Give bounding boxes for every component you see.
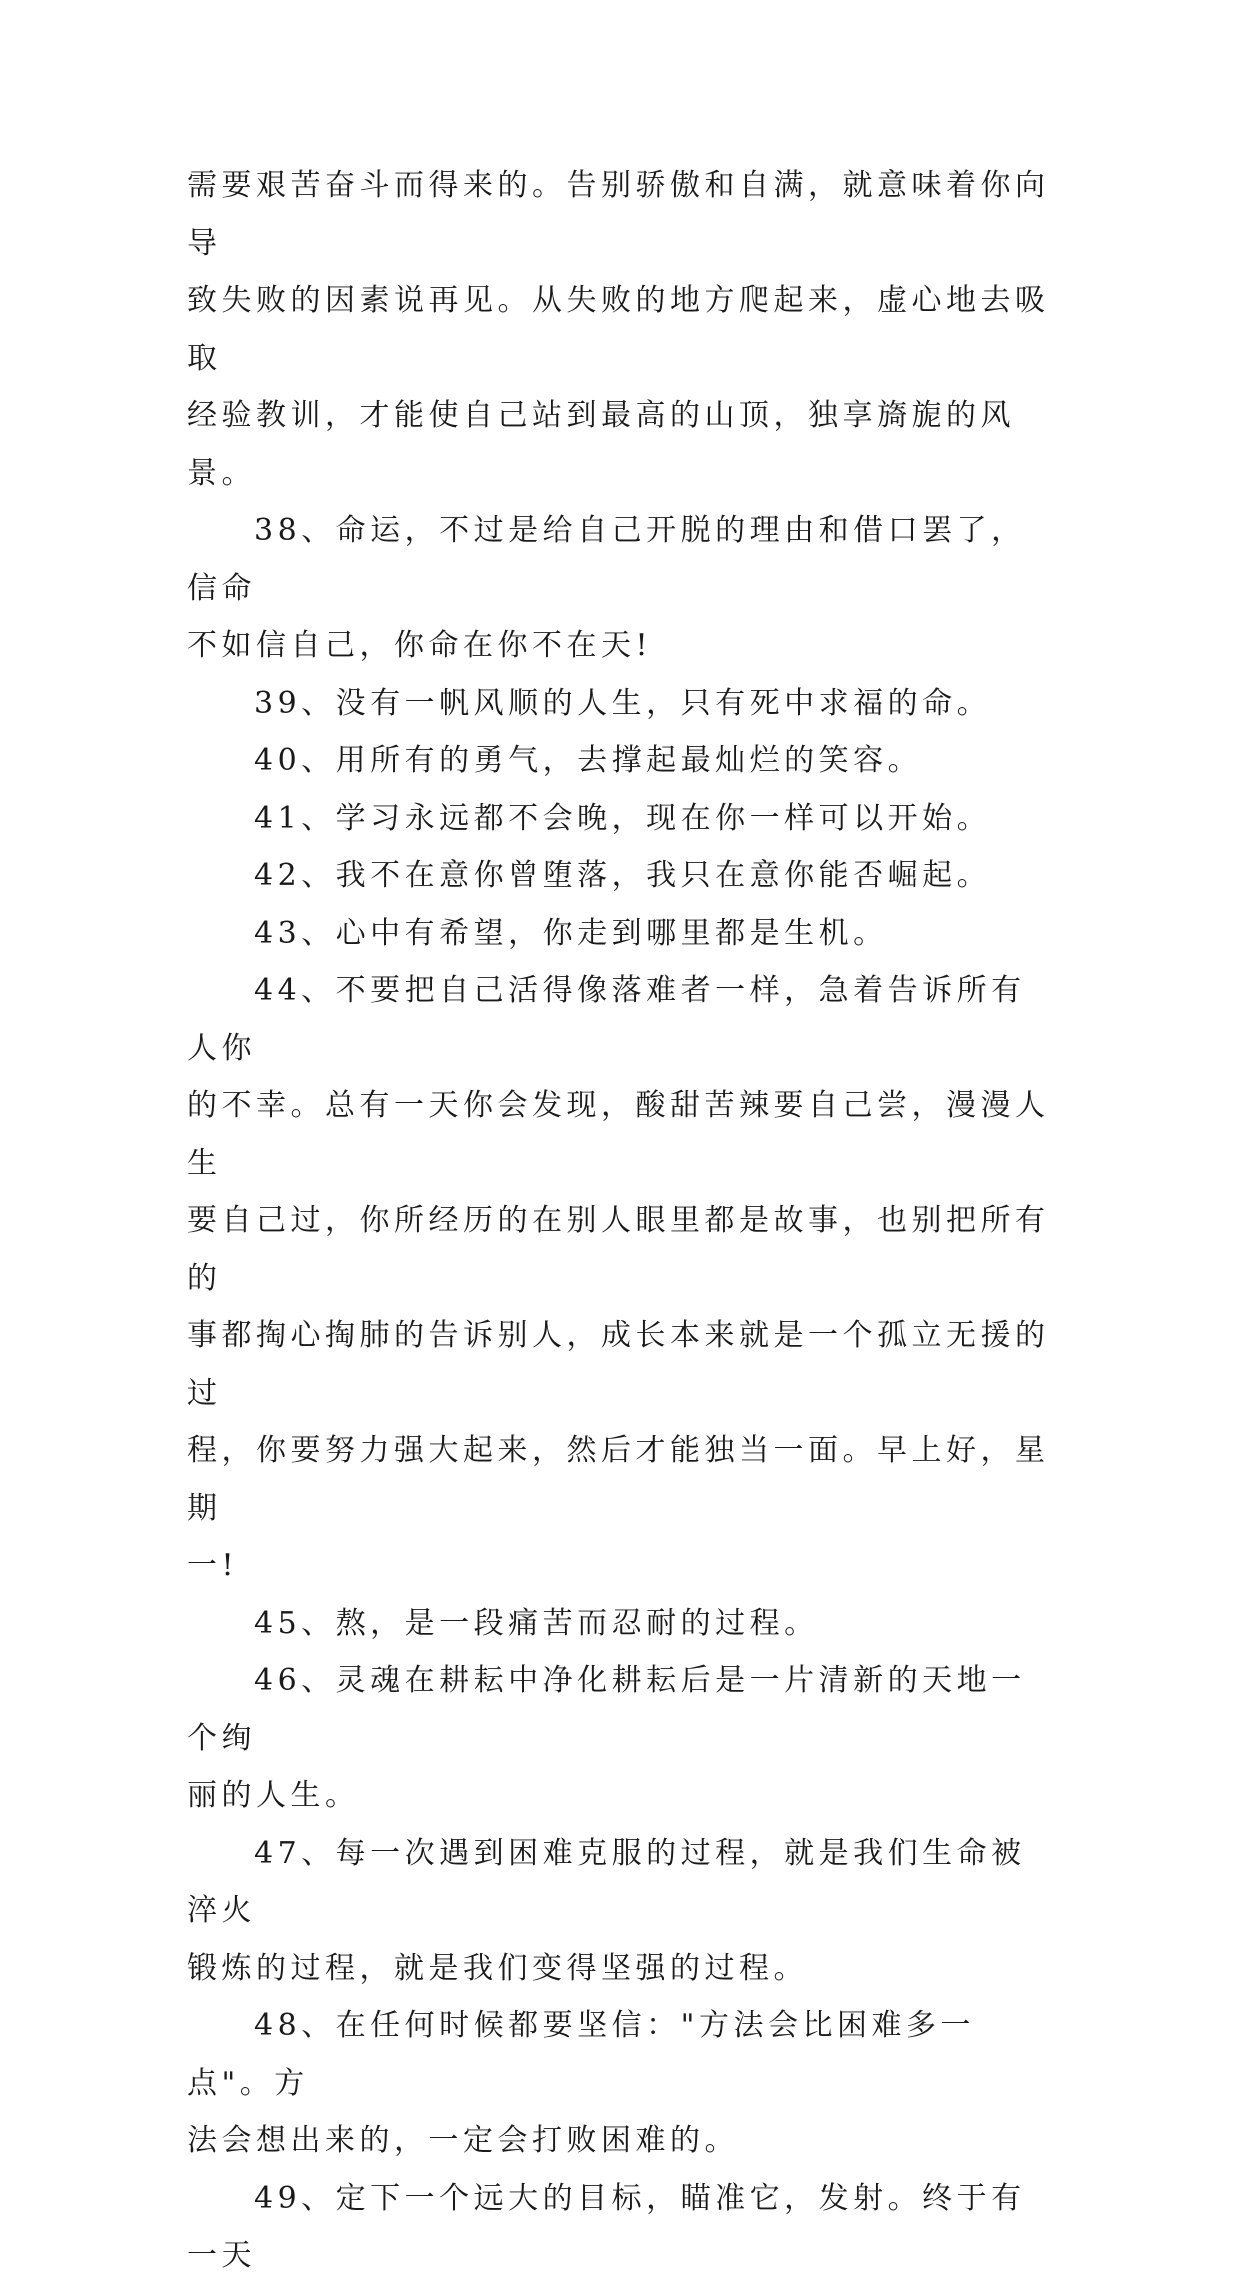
text-line: 的不幸。总有一天你会发现，酸甜苦辣要自己尝，漫漫人生 <box>187 1088 1050 1181</box>
text-line: 锻炼的过程，就是我们变得坚强的过程。 <box>187 1950 808 1986</box>
paragraph-41 <box>187 790 1057 848</box>
paragraph-40 <box>187 732 1057 790</box>
paragraph-44 <box>187 962 1057 1595</box>
text-line: 要自己过，你所经历的在别人眼里都是故事，也别把所有的 <box>187 1203 1050 1296</box>
text-line: 48、在任何时候都要坚信："方法会比困难多一点"。方 <box>187 2008 975 2101</box>
text-line: 38、命运，不过是给自己开脱的理由和借口罢了，信命 <box>187 513 1026 606</box>
text-line: 41、学习永远都不会晚，现在你一样可以开始。 <box>254 800 992 836</box>
paragraph-42 <box>187 847 1057 905</box>
text-line: 法会想出来的，一定会打败困难的。 <box>187 2123 739 2158</box>
paragraph-38 <box>187 502 1057 675</box>
text-line: 事都掏心掏肺的告诉别人，成长本来就是一个孤立无援的过 <box>187 1318 1050 1411</box>
paragraph-continuation <box>187 157 1057 502</box>
text-line: 44、不要把自己活得像落难者一样，急着告诉所有人你 <box>187 973 1026 1066</box>
text-line: 40、用所有的勇气，去撑起最灿烂的笑容。 <box>254 743 923 778</box>
text-line: 45、熬，是一段痛苦而忍耐的过程。 <box>254 1605 819 1641</box>
text-line: 丽的人生。 <box>187 1778 360 1813</box>
text-line: 47、每一次遇到困难克服的过程，就是我们生命被淬火 <box>187 1835 1026 1928</box>
text-line: 需要艰苦奋斗而得来的。告别骄傲和自满，就意味着你向导 <box>187 168 1050 261</box>
paragraph-48 <box>187 1997 1057 2170</box>
text-line: 46、灵魂在耕耘中净化耕耘后是一片清新的天地一个绚 <box>187 1663 1026 1756</box>
text-line: 一! <box>187 1548 239 1583</box>
paragraph-43 <box>187 905 1057 963</box>
text-line: 49、定下一个远大的目标，瞄准它，发射。终于有一天 <box>187 2180 1026 2273</box>
paragraph-39 <box>187 675 1057 733</box>
paragraph-46 <box>187 1652 1057 1825</box>
text-line: 不如信自己，你命在你不在天! <box>187 628 653 663</box>
document-body <box>187 157 1057 2285</box>
text-line: 程，你要努力强大起来，然后才能独当一面。早上好，星期 <box>187 1433 1050 1526</box>
paragraph-47 <box>187 1825 1057 1998</box>
paragraph-45 <box>187 1595 1057 1653</box>
paragraph-49 <box>187 2170 1057 2285</box>
text-line: 经验教训，才能使自己站到最高的山顶，独享旖旎的风景。 <box>187 398 1015 491</box>
text-line: 致失败的因素说再见。从失败的地方爬起来，虚心地去吸取 <box>187 283 1050 376</box>
text-line: 39、没有一帆风顺的人生，只有死中求福的命。 <box>254 685 992 721</box>
text-line: 42、我不在意你曾堕落，我只在意你能否崛起。 <box>254 858 992 893</box>
text-line: 43、心中有希望，你走到哪里都是生机。 <box>254 915 888 951</box>
